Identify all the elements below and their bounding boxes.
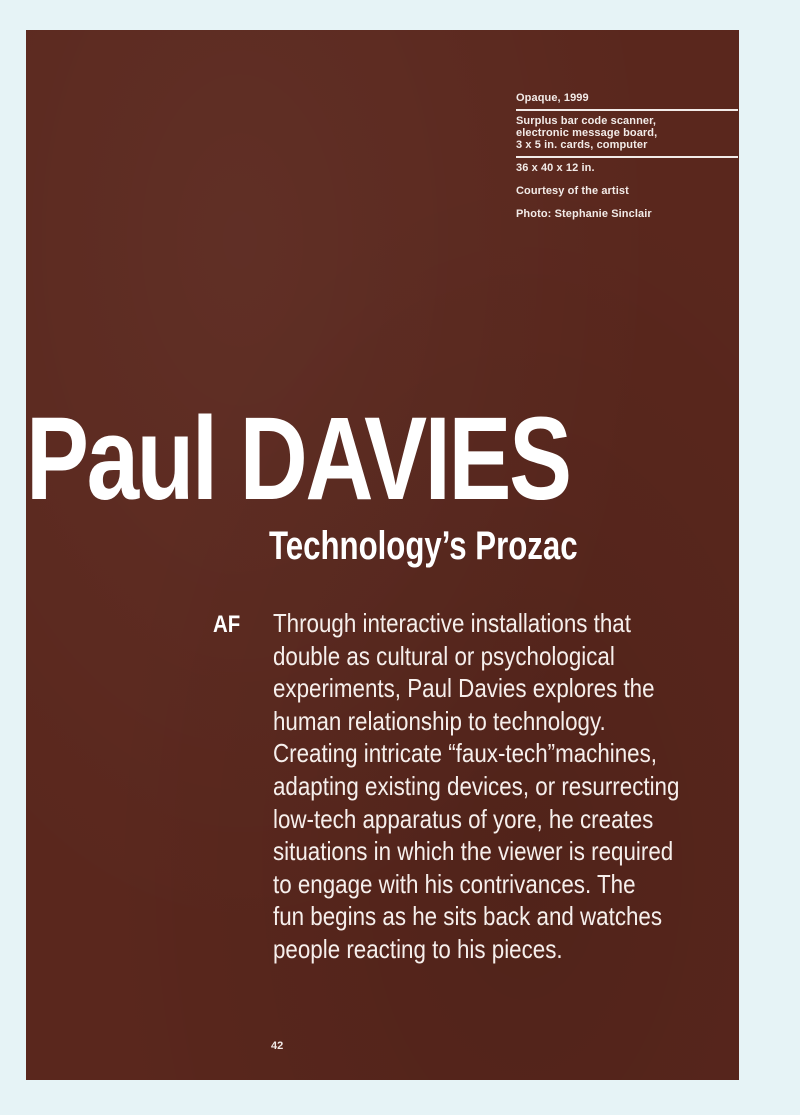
page-number: 42	[271, 1040, 284, 1052]
artist-name-heading: Paul DAVIES	[26, 393, 570, 525]
caption-photo-credit: Photo: Stephanie Sinclair	[516, 208, 652, 220]
body-line: to engage with his contrivances. The	[273, 868, 636, 899]
caption-medium: Surplus bar code scanner, electronic message board, 3 x 5 in. cards, computer	[516, 109, 738, 156]
body-line: human relationship to technology.	[273, 705, 606, 736]
article-body	[273, 607, 739, 966]
article-subtitle: Technology’s Prozac	[269, 524, 578, 568]
body-line: situations in which the viewer is required	[273, 836, 674, 867]
body-line: adapting existing devices, or resurrecting	[273, 770, 680, 801]
author-initials: AF	[213, 611, 241, 638]
body-line: Through interactive installations that	[273, 608, 631, 638]
caption-title: Opaque, 1999	[516, 92, 589, 104]
caption-courtesy: Courtesy of the artist	[516, 185, 629, 197]
body-line: experiments, Paul Davies explores the	[273, 673, 655, 704]
body-line: low-tech apparatus of yore, he creates	[273, 803, 654, 834]
magazine-page	[26, 30, 739, 1080]
body-line: fun begins as he sits back and watches	[273, 901, 663, 932]
body-line: people reacting to his pieces.	[273, 933, 563, 964]
body-line: double as cultural or psychological	[273, 640, 615, 671]
body-line: Creating intricate “faux-tech”machines,	[273, 738, 658, 769]
caption-dimensions: 36 x 40 x 12 in.	[516, 156, 738, 179]
artwork-caption	[516, 92, 738, 225]
